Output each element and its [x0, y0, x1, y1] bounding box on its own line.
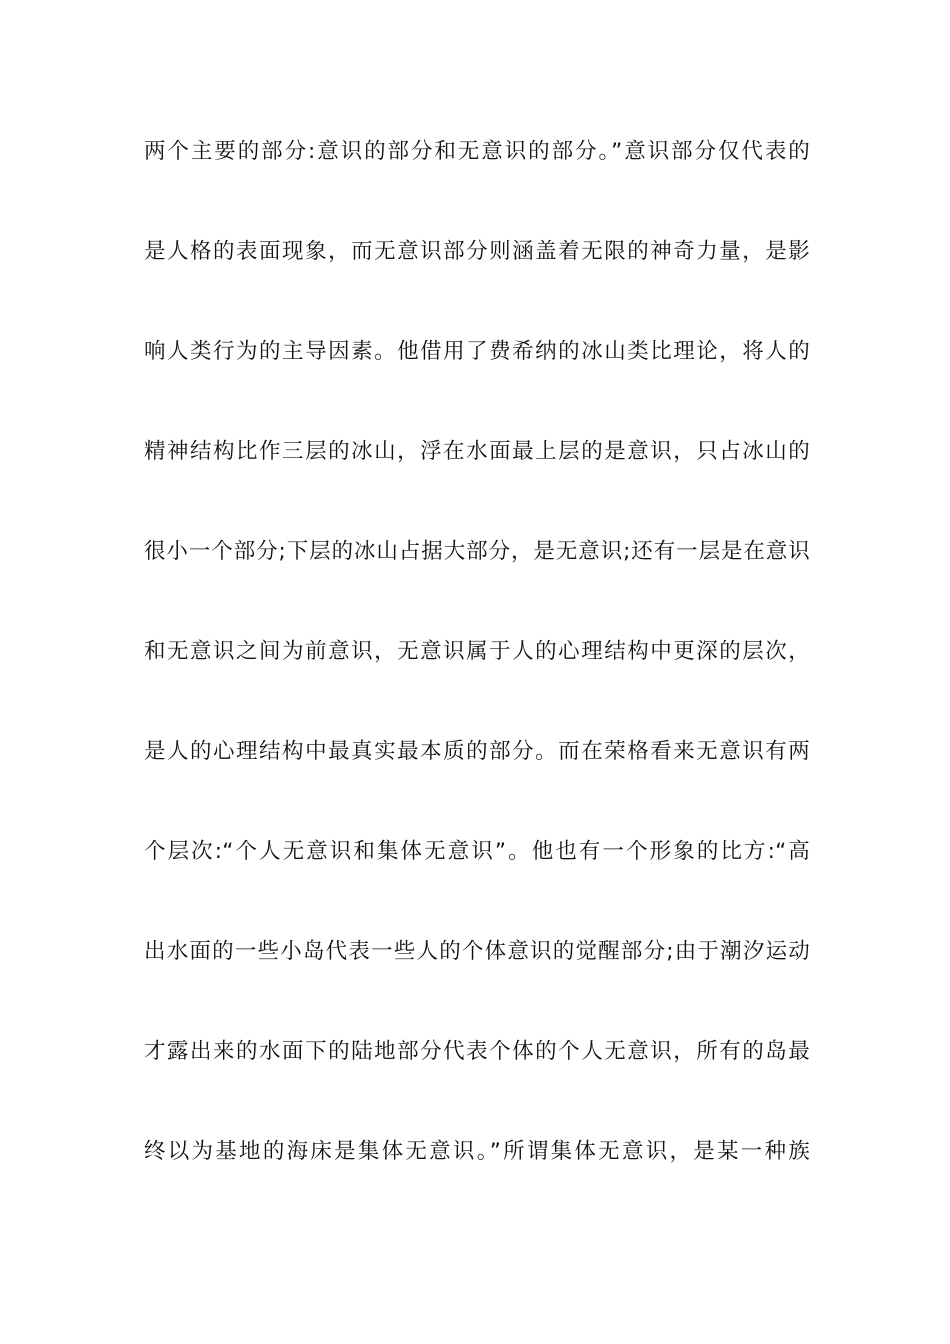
body-text: [144, 128, 810, 1228]
text-line-11: 终以为基地的海床是集体无意识。”所谓集体无意识，是某一种族: [144, 1139, 810, 1164]
text-line-7: 是人的心理结构中最真实最本质的部分。而在荣格看来无意识有两: [144, 739, 810, 764]
text-line-4: 精神结构比作三层的冰山，浮在水面最上层的是意识，只占冰山的: [144, 439, 810, 464]
text-line-10: 才露出来的水面下的陆地部分代表个体的个人无意识，所有的岛最: [144, 1039, 810, 1064]
text-line-2: 是人格的表面现象，而无意识部分则涵盖着无限的神奇力量，是影: [144, 239, 810, 264]
text-line-3: 响人类行为的主导因素。他借用了费希纳的冰山类比理论，将人的: [144, 339, 810, 364]
text-line-9: 出水面的一些小岛代表一些人的个体意识的觉醒部分;由于潮汐运动: [144, 939, 810, 964]
text-line-5: 很小一个部分;下层的冰山占据大部分，是无意识;还有一层是在意识: [144, 539, 810, 564]
text-line-6: 和无意识之间为前意识，无意识属于人的心理结构中更深的层次，: [144, 639, 810, 664]
text-line-1: 两个主要的部分:意识的部分和无意识的部分。”意识部分仅代表的: [144, 139, 810, 164]
text-line-8: 个层次:“个人无意识和集体无意识”。他也有一个形象的比方:“高: [144, 839, 810, 864]
